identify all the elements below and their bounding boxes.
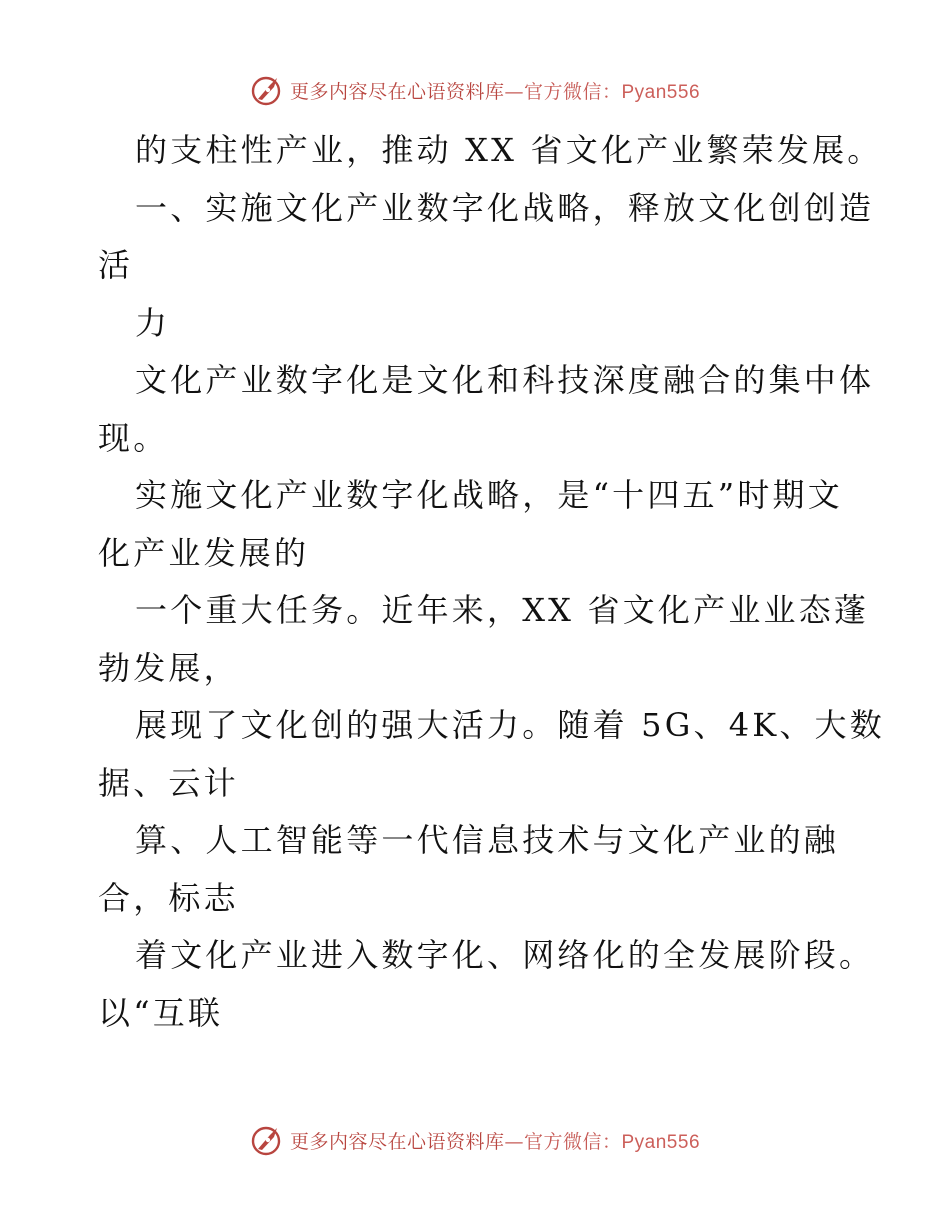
text-line: 力 bbox=[135, 303, 171, 342]
watermark-text bbox=[290, 77, 700, 104]
text-line: 一、实施文化产业数字化战略，释放文化创创造 bbox=[135, 188, 875, 227]
text-line: 化产业发展的 bbox=[98, 533, 310, 572]
watermark-contact-label: 官方微信： bbox=[523, 80, 622, 103]
watermark-text bbox=[290, 1127, 700, 1154]
watermark-contact-label: 官方微信： bbox=[523, 1130, 622, 1153]
text-line: 着文化产业进入数字化、网络化的全发展阶段。 bbox=[135, 936, 875, 974]
watermark-contact-id: Pyan556 bbox=[621, 1131, 701, 1153]
text-line: 现。 bbox=[98, 418, 169, 457]
text-line: 勃发展， bbox=[98, 648, 239, 687]
watermark-separator: — bbox=[504, 80, 524, 103]
text-line: 展现了文化创的强大活力。随着 5G、4K、大数 bbox=[135, 706, 885, 744]
text-line: 一个重大任务。近年来，XX 省文化产业业态蓬 bbox=[135, 591, 870, 629]
document-body bbox=[98, 122, 885, 1042]
text-line: 算、人工智能等一代信息技术与文化产业的融 bbox=[135, 821, 840, 859]
text-line: 合，标志 bbox=[98, 878, 239, 917]
watermark-brand: 更多内容尽在心语资料库 bbox=[289, 1130, 505, 1153]
text-line: 文化产业数字化是文化和科技深度融合的集中体 bbox=[135, 361, 875, 399]
text-line: 据、云计 bbox=[98, 763, 239, 802]
text-line: 的支柱性产业，推动 XX 省文化产业繁荣发展。 bbox=[135, 131, 883, 169]
quill-logo-icon bbox=[250, 1123, 284, 1157]
header-watermark bbox=[0, 70, 950, 110]
footer-watermark bbox=[0, 1120, 950, 1160]
quill-logo-icon bbox=[250, 73, 284, 107]
text-line: 以“互联 bbox=[98, 993, 224, 1032]
text-line: 活 bbox=[98, 246, 134, 284]
watermark-contact-id: Pyan556 bbox=[621, 81, 701, 103]
watermark-brand: 更多内容尽在心语资料库 bbox=[289, 80, 505, 103]
text-line: 实施文化产业数字化战略，是“十四五”时期文 bbox=[135, 476, 843, 514]
watermark-separator: — bbox=[504, 1130, 524, 1153]
